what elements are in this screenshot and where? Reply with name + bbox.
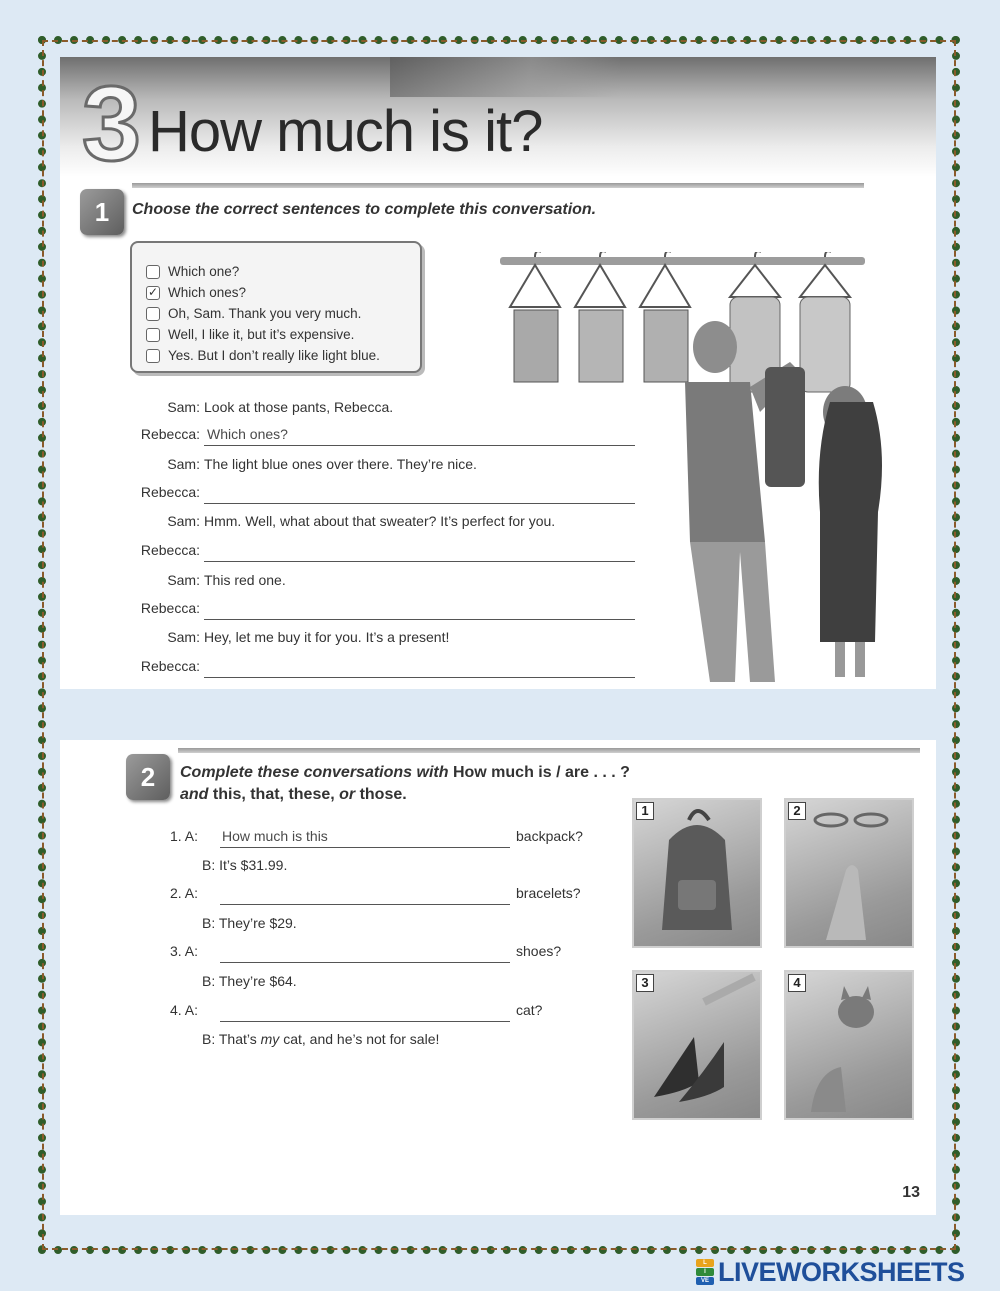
logo-block: VE [696,1277,714,1285]
checkbox-icon[interactable] [146,265,160,279]
photo-number: 3 [636,974,654,992]
choice-label: Oh, Sam. Thank you very much. [168,306,362,321]
question-end: cat? [516,1002,543,1018]
response-text-pre: That’s [218,1031,261,1047]
question-row [158,943,618,965]
answer-field[interactable] [220,943,510,963]
question-row [158,885,618,907]
page-number: 13 [902,1184,920,1201]
woman-figure [819,386,882,677]
speaker-label: Rebecca: [140,484,200,500]
photo-backpack [632,798,762,948]
checkbox-checked-icon[interactable]: ✓ [147,284,159,299]
question-number: 2. A: [169,885,198,901]
photo-bracelets [784,798,914,948]
line-text: Look at those pants, Rebecca. [204,399,394,415]
line-text: Hey, let me buy it for you. It’s a present! [204,629,450,645]
question-end: backpack? [516,828,583,844]
speaker-label: Sam: [167,513,200,529]
checkbox-icon[interactable] [146,307,160,321]
section-2-instruction-line-1 [180,764,630,782]
response-row [202,857,287,873]
speaker-label: Sam: [167,572,200,588]
instruction-or: or [334,786,360,803]
unit-title: How much is it? [148,99,543,164]
question-row [158,1002,618,1024]
photo-number: 1 [636,802,654,820]
logo-mark [696,1259,714,1285]
answer-field[interactable] [220,1002,510,1022]
response-text: They’re $64. [218,973,297,989]
section-2-instruction-line-2 [180,786,407,804]
backpack-icon [634,800,760,946]
response-label: B: [202,915,216,931]
response-text-post: cat, and he’s not for sale! [279,1031,440,1047]
speaker-label: Sam: [167,456,200,472]
line-text: This red one. [204,572,286,588]
choice-label: Well, I like it, but it’s expensive. [168,327,355,342]
choice-label: Which one? [168,264,240,279]
answer-text: Which ones? [207,426,288,442]
line-text: The light blue ones over there. They’re nice. [204,456,477,472]
question-row [158,828,618,850]
response-row [202,973,297,989]
instruction-bold: How much is / are . . . ? [452,764,630,781]
bracelets-icon [786,800,912,946]
speaker-label: Rebecca: [140,600,200,616]
choice-label: Yes. But I don’t really like light blue. [168,348,380,363]
speaker-label: Sam: [167,399,200,415]
section-rule [132,183,864,188]
liveworksheets-logo [696,1256,965,1288]
section-1-badge: 1 [80,189,124,235]
choices-box [130,241,422,373]
question-number: 1. A: [169,828,198,844]
photo-number: 2 [788,802,806,820]
cat-icon [786,972,912,1118]
covered-garment-2 [800,297,850,392]
answer-field[interactable] [220,885,510,905]
worksheet-panel-2 [60,740,936,1215]
worksheet-panel-1 [60,57,936,689]
instruction-words: this, that, these, [212,786,335,803]
unit-number: 3 [82,65,141,183]
folded-pants-2 [579,310,623,382]
response-label: B: [202,973,216,989]
line-text: Hmm. Well, what about that sweater? It’s perfect for you. [204,513,556,529]
speaker-label: Rebecca: [140,426,200,442]
question-end: bracelets? [516,885,581,901]
speaker-label: Sam: [167,629,200,645]
speaker-label: Rebecca: [140,658,200,674]
choice-item[interactable] [146,345,420,366]
response-row [202,1031,439,1047]
section-1-instruction: Choose the correct sentences to complete this conversation. [132,201,597,218]
logo-block: L [696,1259,714,1267]
checkbox-icon[interactable] [146,349,160,363]
instruction-last: those. [359,786,407,803]
instruction-and: and [180,786,213,803]
speaker-label: Rebecca: [140,542,200,558]
choice-item[interactable] [146,324,420,345]
choice-item[interactable] [146,282,420,303]
shoes-icon [634,972,760,1118]
choice-item[interactable] [146,303,420,324]
response-text-emphasis: my [260,1031,280,1047]
response-row [202,915,297,931]
question-number: 4. A: [169,1002,198,1018]
folded-pants-1 [514,310,558,382]
question-end: shoes? [516,943,562,959]
response-text: It’s $31.99. [219,857,288,873]
choice-item[interactable] [146,261,420,282]
checkbox-icon[interactable] [146,328,160,342]
held-sweater [765,367,805,487]
response-text: They’re $29. [218,915,297,931]
clothing-store-illustration [500,252,920,682]
answer-text: How much is this [222,828,328,844]
brand-name: LIVEWORKSHEETS [718,1256,965,1287]
section-2-badge: 2 [126,754,170,800]
response-label: B: [202,857,216,873]
instruction-italic: Complete these conversations with [180,764,453,781]
response-label: B: [202,1031,216,1047]
photo-shoes [632,970,762,1120]
clothes-rail [500,257,865,265]
logo-block: I [696,1268,714,1276]
question-number: 3. A: [169,943,198,959]
photo-cat [784,970,914,1120]
folded-pants-3 [644,310,688,382]
choice-label: Which ones? [168,285,247,300]
photo-number: 4 [788,974,806,992]
section-rule [178,748,920,753]
